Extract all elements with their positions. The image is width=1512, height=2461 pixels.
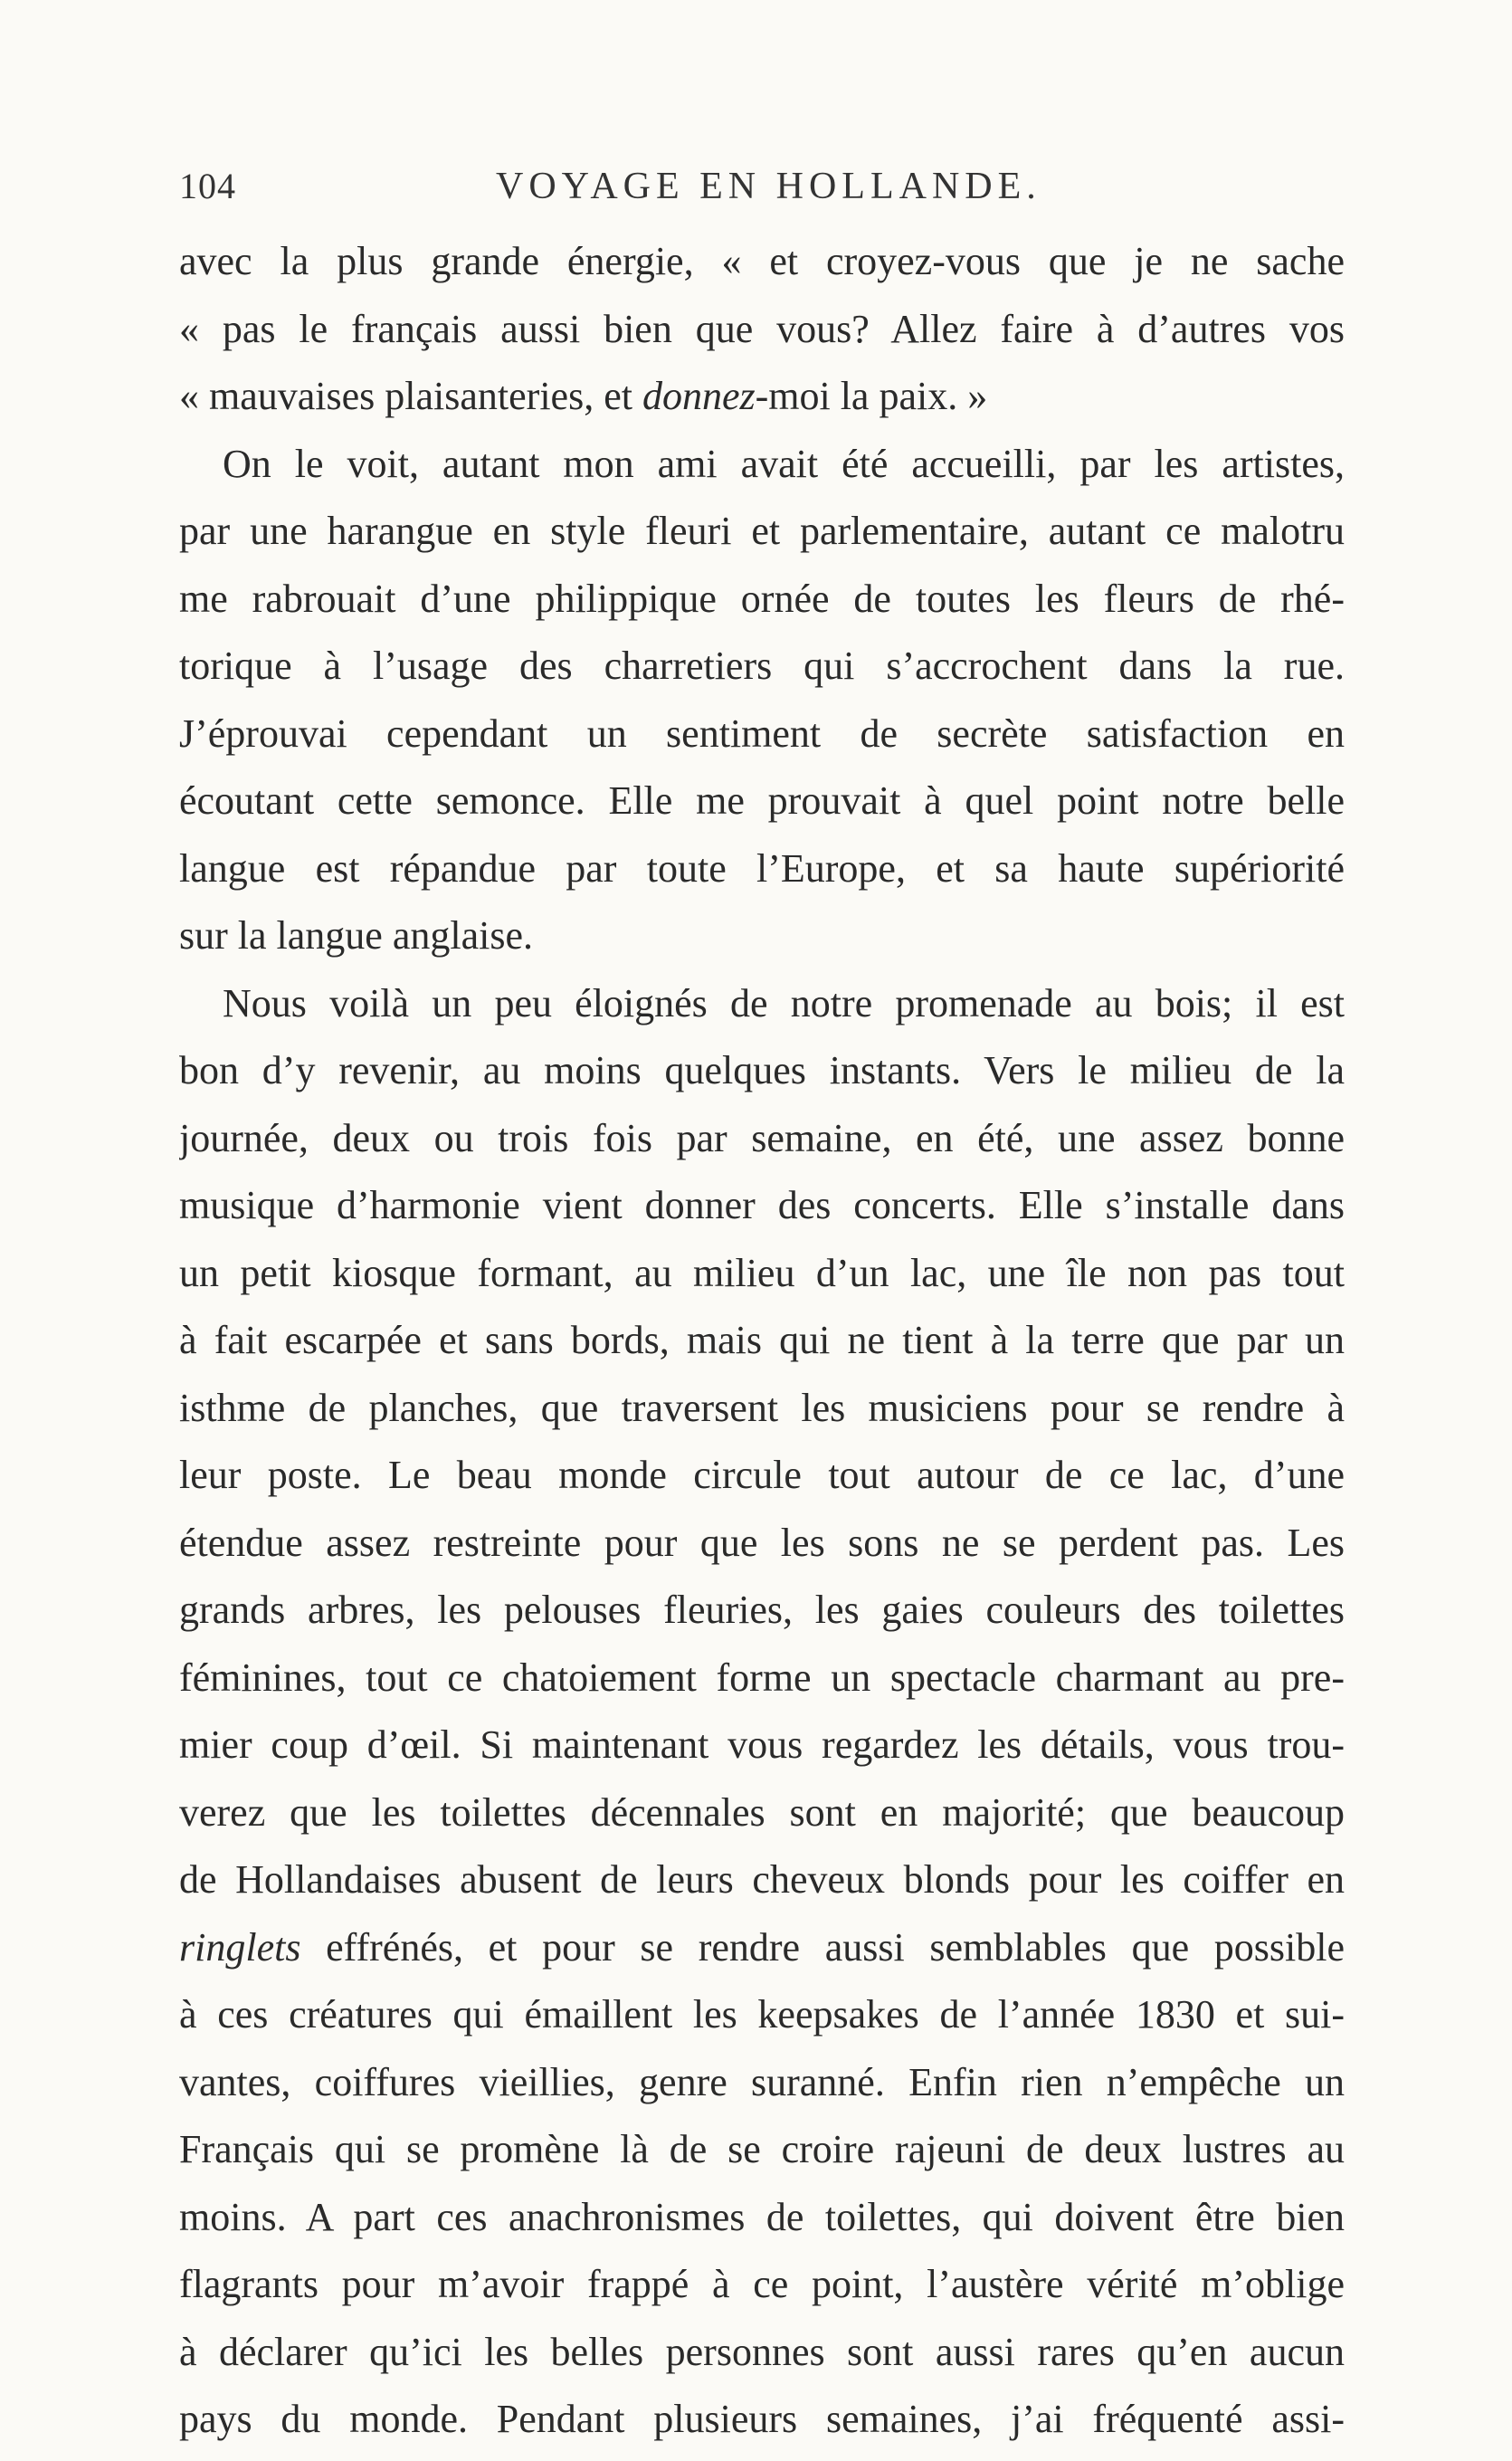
text-line: isthme de planches, que traversent les musiciens pour se rendre à (179, 1385, 1345, 1430)
text-line: flagrants pour m’avoir frappé à ce point, l’austère vérité m’oblige (179, 2262, 1345, 2306)
text-line: Nous voilà un peu éloignés de notre promenade au bois; il est (223, 980, 1345, 1025)
text-segment: -moi la paix. » (755, 374, 988, 418)
text-line: leur poste. Le beau monde circule tout autour de ce lac, d’une (179, 1453, 1345, 1497)
text-line: J’éprouvai cependant un sentiment de secrète satisfaction en (179, 711, 1345, 756)
running-title: VOYAGE EN HOLLANDE. (496, 166, 1041, 207)
text-line (179, 1914, 1345, 1982)
text-line: pays du monde. Pendant plusieurs semaines, j’ai fréquenté assi- (179, 2397, 1345, 2441)
text-line: avec la plus grande énergie, « et croyez-vous que je ne sache (179, 239, 1345, 283)
text-line: féminines, tout ce chatoiement forme un spectacle charmant au pre- (179, 1655, 1345, 1700)
text-line: verez que les toilettes décennales sont en majorité; que beaucoup (179, 1789, 1345, 1835)
text-line: vantes, coiffures vieillies, genre suranné. Enfin rien n’empêche un (179, 2059, 1345, 2104)
text-line: torique à l’usage des charretiers qui s’accrochent dans la rue. (179, 644, 1345, 688)
text-line: bon d’y revenir, au moins quelques instants. Vers le milieu de la (179, 1048, 1345, 1092)
italic-text: donnez (642, 374, 756, 418)
text-line: musique d’harmonie vient donner des concerts. Elle s’installe dans (179, 1183, 1345, 1227)
text-segment: effrénés, et pour se rendre aussi semblables que possible (300, 1924, 1345, 1970)
text-line: à déclarer qu’ici les belles personnes sont aussi rares qu’en aucun (179, 2329, 1345, 2374)
text-line (179, 363, 1345, 431)
text-line: me rabrouait d’une philippique ornée de toutes les fleurs de rhé- (179, 576, 1345, 621)
text-line: « pas le français aussi bien que vous? Allez faire à d’autres vos (179, 306, 1345, 351)
text-line: à ces créatures qui émaillent les keepsakes de l’année 1830 et sui- (179, 1992, 1345, 2037)
text-line: mier coup d’œil. Si maintenant vous regardez les détails, vous trou- (179, 1722, 1345, 1767)
text-line: de Hollandaises abusent de leurs cheveux blonds pour les coiffer en (179, 1857, 1345, 1902)
text-line: On le voit, autant mon ami avait été accueilli, par les artistes, (223, 441, 1345, 486)
text-line: journée, deux ou trois fois par semaine, en été, une assez bonne (179, 1115, 1345, 1160)
text-line: moins. A part ces anachronismes de toilettes, qui doivent être bien (179, 2194, 1345, 2239)
text-segment: « mauvaises plaisanteries, et (179, 374, 642, 418)
text-line: un petit kiosque formant, au milieu d’un lac, une île non pas tout (179, 1250, 1345, 1295)
body-text (179, 228, 1345, 2454)
text-line: à fait escarpée et sans bords, mais qui ne tient à la terre que par un (179, 1318, 1345, 1362)
running-header (179, 165, 1345, 219)
text-line: sur la langue anglaise. (179, 913, 533, 958)
text-line: étendue assez restreinte pour que les sons ne se perdent pas. Les (179, 1520, 1345, 1565)
text-line: grands arbres, les pelouses fleuries, les gaies couleurs des toilettes (179, 1588, 1345, 1632)
text-line: langue est répandue par toute l’Europe, et sa haute supériorité (179, 845, 1345, 891)
text-line: Français qui se promène là de se croire rajeuni de deux lustres au (179, 2127, 1345, 2171)
text-line: par une harangue en style fleuri et parlementaire, autant ce malotru (179, 509, 1345, 553)
page-number: 104 (179, 166, 236, 206)
italic-text: ringlets (179, 1924, 301, 1970)
text-line: écoutant cette semonce. Elle me prouvait à quel point notre belle (179, 778, 1345, 823)
